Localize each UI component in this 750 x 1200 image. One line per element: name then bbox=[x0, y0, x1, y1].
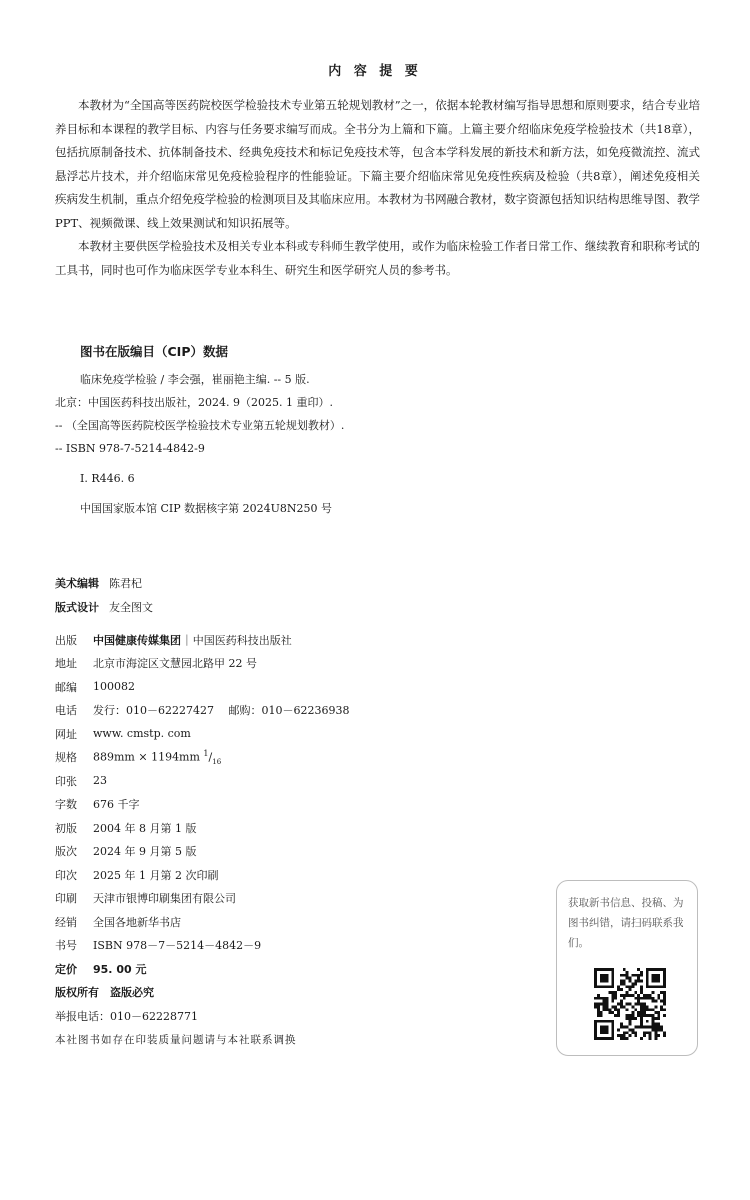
imprint-address bbox=[55, 652, 349, 676]
qr-caption: 获取新书信息、投稿、为图书纠错，请扫码联系我们。 bbox=[568, 897, 684, 949]
imprint-printing bbox=[55, 863, 349, 887]
imprint-first-edition bbox=[55, 816, 349, 840]
cip-line-1: 临床免疫学检验 / 李会强，崔丽艳主编. -- 5 版. bbox=[80, 373, 310, 386]
format-slash: / bbox=[208, 750, 213, 764]
imprint-block bbox=[55, 628, 349, 1051]
summary-section bbox=[55, 94, 700, 282]
cip-record: 中国国家版本馆 CIP 数据核字第 2024U8N250 号 bbox=[80, 502, 333, 515]
imprint-sheets bbox=[55, 769, 349, 793]
imprint-value: ISBN 978－7－5214－4842－9 bbox=[93, 939, 262, 953]
imprint-printer bbox=[55, 887, 349, 911]
rights-statement: 版权所有 盗版必究 bbox=[55, 986, 154, 1000]
imprint-rights bbox=[55, 981, 349, 1005]
summary-paragraph-1: 本教材为“全国高等医药院校医学检验技术专业第五轮规划教材”之一，依据本轮教材编写指导思想和原则要求，结合专业培养目标和本课程的教学目标、内容与任务要求编写而成。全书分为上篇和下篇。上篇主要介绍临床免疫学检验技术（共18章），包括抗原制备技术、抗体制备技术、经典免疫技术和标记免疫技术等，包含本学科发展的新技术和新方法，如免疫微流控、流式悬浮芯片技术，并介绍临床常见免疫检验程序的性能验证。下篇主要介绍临床常见免疫性疾病及检验（共8章），阐述免疫相关疾病发生机制，重点介绍免疫学检验的检测项目及其临床应用。本教材为书网融合教材，数字资源包括知识结构思维导图、教学PPT、视频微课、线上效果测试和知识拓展等。 bbox=[55, 98, 700, 230]
summary-paragraph-2: 本教材主要供医学检验技术及相关专业本科或专科师生教学使用，或作为临床检验工作者日常工作、继续教育和职称考试的工具书，同时也可作为临床医学专业本科生、研究生和医学研究人员的参考书。 bbox=[55, 239, 700, 277]
imprint-value: 2004 年 8 月第 1 版 bbox=[93, 821, 197, 835]
credit-label: 版式设计 bbox=[55, 601, 99, 614]
report-phone: 举报电话：010－62228771 bbox=[55, 1009, 198, 1023]
imprint-label: 字数 bbox=[55, 798, 77, 812]
imprint-label: 网址 bbox=[55, 727, 77, 741]
imprint-publisher bbox=[55, 628, 349, 652]
imprint-value: 100082 bbox=[93, 680, 135, 694]
cip-line-2: 北京：中国医药科技出版社，2024. 9（2025. 1 重印）. bbox=[55, 396, 333, 409]
imprint-label: 印次 bbox=[55, 868, 77, 882]
credit-art-editor bbox=[55, 575, 142, 591]
imprint-isbn bbox=[55, 934, 349, 958]
imprint-notice bbox=[55, 1028, 349, 1052]
imprint-label: 电话 bbox=[55, 704, 77, 718]
format-denominator: 16 bbox=[212, 757, 222, 766]
cip-classification: Ⅰ. R446. 6 bbox=[80, 472, 135, 485]
cip-heading: 图书在版编目（CIP）数据 bbox=[80, 344, 228, 359]
publisher-name: 中国医药科技出版社 bbox=[192, 633, 292, 647]
cip-line-3: -- （全国高等医药院校医学检验技术专业第五轮规划教材）. bbox=[55, 419, 345, 432]
imprint-label: 印张 bbox=[55, 774, 77, 788]
imprint-label: 版次 bbox=[55, 845, 77, 859]
imprint-value: 95. 00 元 bbox=[93, 962, 147, 976]
imprint-label: 定价 bbox=[55, 962, 77, 976]
quality-notice: 本社图书如存在印装质量问题请与本社联系调换 bbox=[55, 1033, 297, 1046]
imprint-phone bbox=[55, 699, 349, 723]
imprint-value: 2025 年 1 月第 2 次印刷 bbox=[93, 868, 219, 882]
imprint-format bbox=[55, 746, 349, 770]
imprint-label: 初版 bbox=[55, 821, 77, 835]
imprint-label: 地址 bbox=[55, 657, 77, 671]
imprint-price bbox=[55, 957, 349, 981]
imprint-edition bbox=[55, 840, 349, 864]
qr-card bbox=[556, 880, 698, 1056]
cip-line-4: -- ISBN 978-7-5214-4842-9 bbox=[55, 442, 205, 455]
imprint-word-count bbox=[55, 793, 349, 817]
imprint-value: 天津市银博印刷集团有限公司 bbox=[93, 892, 236, 906]
imprint-postcode bbox=[55, 675, 349, 699]
imprint-value: 发行：010－62227427 邮购：010－62236938 bbox=[93, 704, 350, 718]
imprint-value: 676 千字 bbox=[93, 798, 140, 812]
imprint-report-phone bbox=[55, 1004, 349, 1028]
imprint-value: 2024 年 9 月第 5 版 bbox=[93, 845, 197, 859]
imprint-value: 全国各地新华书店 bbox=[93, 915, 181, 929]
imprint-value: 23 bbox=[93, 774, 107, 788]
imprint-distributor bbox=[55, 910, 349, 934]
imprint-label: 出版 bbox=[55, 633, 77, 647]
imprint-website bbox=[55, 722, 349, 746]
imprint-label: 书号 bbox=[55, 939, 77, 953]
format-base: 889mm × 1194mm bbox=[93, 750, 204, 764]
imprint-label: 印刷 bbox=[55, 892, 77, 906]
divider: | bbox=[185, 633, 189, 647]
imprint-label: 规格 bbox=[55, 751, 77, 765]
imprint-value: 北京市海淀区文慧园北路甲 22 号 bbox=[93, 657, 257, 671]
format-numerator: 1 bbox=[203, 748, 209, 758]
publisher-group: 中国健康传媒集团 bbox=[93, 633, 181, 647]
imprint-value: www. cmstp. com bbox=[93, 727, 191, 741]
imprint-label: 经销 bbox=[55, 915, 77, 929]
page-title: 内 容 提 要 bbox=[328, 64, 422, 79]
credit-value: 陈君杞 bbox=[109, 577, 142, 590]
imprint-label: 邮编 bbox=[55, 680, 77, 694]
qr-code[interactable] bbox=[594, 968, 666, 1040]
credit-layout-design bbox=[55, 599, 153, 615]
credit-label: 美术编辑 bbox=[55, 577, 99, 590]
imprint-value bbox=[93, 749, 221, 766]
credit-value: 友全图文 bbox=[109, 601, 153, 614]
